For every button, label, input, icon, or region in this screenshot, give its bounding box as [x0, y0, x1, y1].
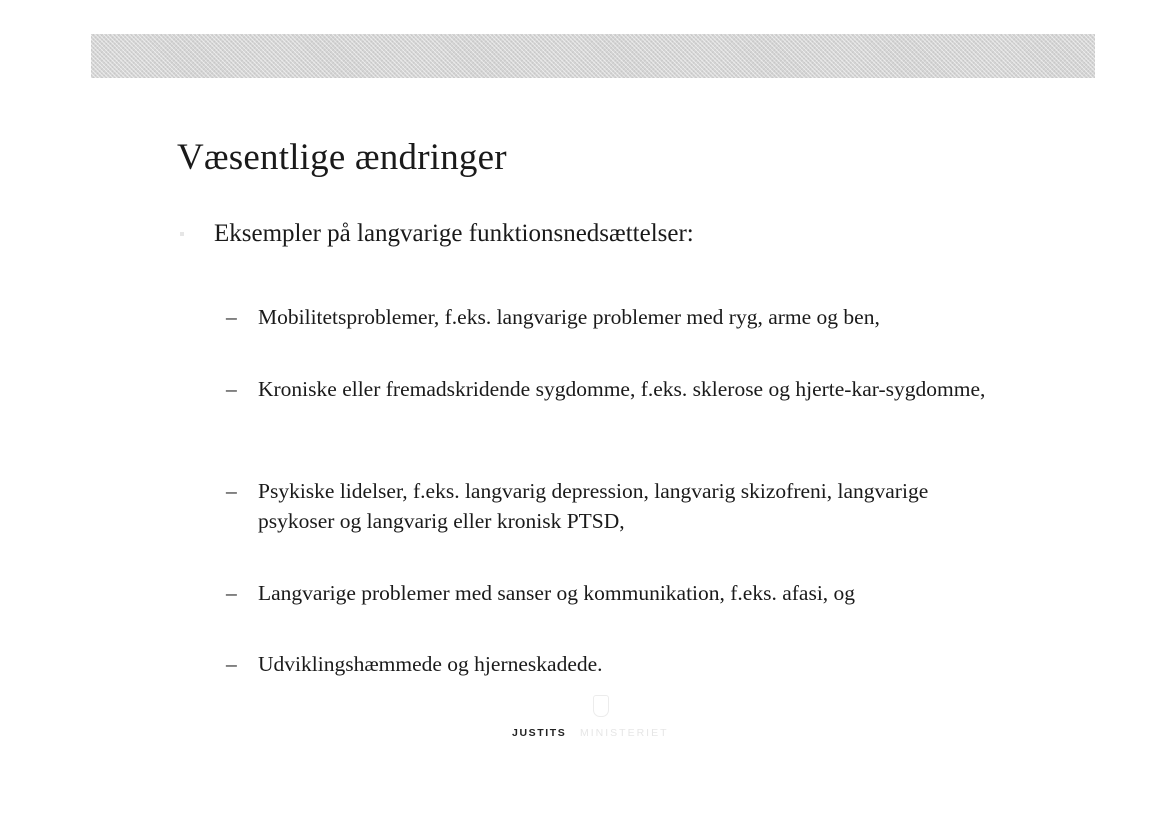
lead-bullet-marker	[180, 232, 184, 236]
footer-logo-faint-text: MINISTERIET	[580, 727, 669, 739]
footer-logo-text: JUSTITS	[512, 727, 567, 739]
crest-icon	[593, 695, 609, 717]
list-item	[226, 649, 1006, 679]
list-item-text: Langvarige problemer med sanser og kommunikation, f.eks. afasi, og	[258, 581, 856, 605]
dash-marker: –	[226, 305, 237, 329]
lead-text: Eksempler på langvarige funktionsnedsættelser:	[214, 220, 694, 247]
header-band	[91, 34, 1095, 78]
list-item-text: Udviklingshæmmede og hjerneskadede.	[258, 652, 603, 676]
list-item	[226, 374, 1006, 404]
dash-marker: –	[226, 652, 237, 676]
dash-marker: –	[226, 581, 237, 605]
list-item-text: Psykiske lidelser, f.eks. langvarig depression, langvarig skizofreni, langvarige psykoser og langvarig eller kronisk PTSD,	[258, 479, 929, 533]
list-item	[226, 302, 1006, 332]
list-item	[226, 578, 1006, 608]
slide-title: Væsentlige ændringer	[177, 137, 507, 178]
list-item-text: Mobilitetsproblemer, f.eks. langvarige problemer med ryg, arme og ben,	[258, 305, 880, 329]
list-item-text: Kroniske eller fremadskridende sygdomme, f.eks. sklerose og hjerte-kar-sygdomme,	[258, 377, 986, 401]
list-item	[226, 476, 1006, 536]
dash-marker: –	[226, 479, 237, 503]
dash-marker: –	[226, 377, 237, 401]
